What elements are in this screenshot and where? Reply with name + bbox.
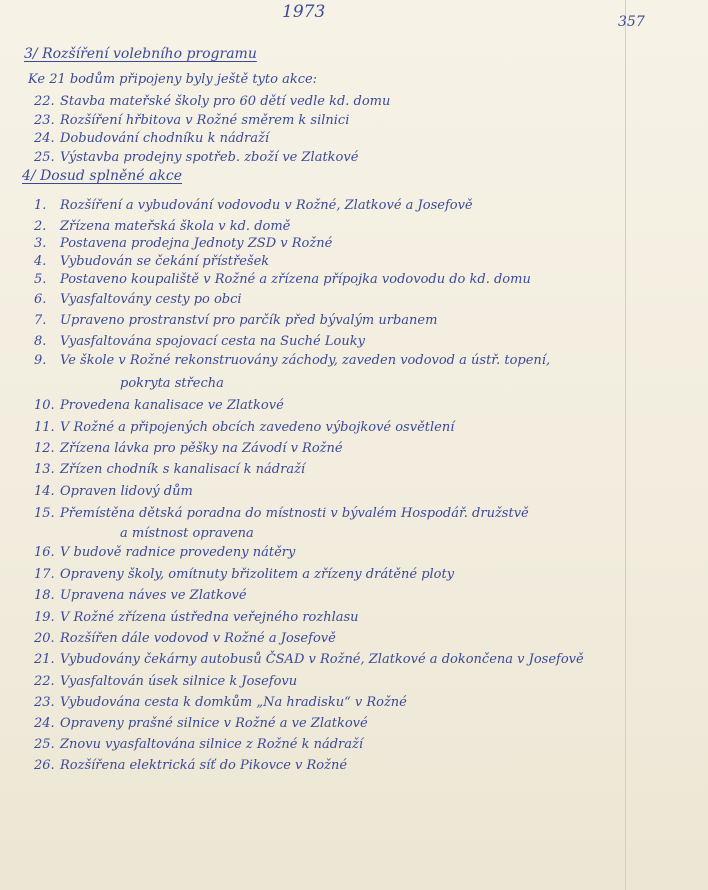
- section-3-item-number: 24.: [34, 131, 55, 146]
- section-3-line: [34, 94, 390, 110]
- section-4-line: [34, 652, 584, 668]
- section-4-item-number: 7.: [34, 313, 47, 328]
- section-4-line: [34, 545, 295, 561]
- section-4-line: [34, 398, 284, 414]
- section-4-item-number: 20.: [34, 631, 55, 646]
- section-4-item-text: Přemístěna dětská poradna do místnosti v bývalém Hospodář. družstvě: [60, 506, 529, 521]
- section-3-item-text: Rozšíření hřbitova v Rožné směrem k silnici: [60, 113, 350, 128]
- section-4-item-text: Vybudována cesta k domkům „Na hradisku“ v Rožné: [60, 695, 407, 710]
- section-4-item-text: Zřízen chodník s kanalisací k nádraží: [60, 462, 306, 477]
- section-4-item-text: a místnost opravena: [120, 526, 254, 541]
- section-4-line: [34, 695, 407, 711]
- section-4-line: [34, 758, 347, 774]
- section-4-line: [34, 292, 242, 308]
- section-4-line: [34, 484, 193, 500]
- section-4-line: [34, 198, 473, 214]
- section-4-line: [34, 272, 531, 288]
- section-4-item-text: Zřízena lávka pro pěšky na Závodí v Rožné: [60, 441, 343, 456]
- section-4-item-number: 15.: [34, 506, 55, 521]
- section-4-item-text: Vybudovány čekárny autobusů ČSAD v Rožné, Zlatkové a dokončena v Josefově: [60, 652, 584, 667]
- section-4-item-number: 19.: [34, 610, 55, 625]
- section-4-line: [34, 313, 437, 329]
- section-4-line: [34, 610, 359, 626]
- section-4-item-number: 6.: [34, 292, 47, 307]
- section-4-item-number: 10.: [34, 398, 55, 413]
- section-4-item-text: Postaveno koupaliště v Rožné a zřízena přípojka vodovodu do kd. domu: [60, 272, 531, 287]
- section-4-item-number: 4.: [34, 254, 47, 269]
- section-4-line: [34, 254, 269, 270]
- section-4-item-text: pokryta střecha: [120, 376, 224, 391]
- section-4-item-text: Rozšíření a vybudování vodovodu v Rožné, Zlatkové a Josefově: [60, 198, 473, 213]
- section-4-item-text: Vyasfaltován úsek silnice k Josefovu: [60, 674, 298, 689]
- section-4-item-number: 14.: [34, 484, 55, 499]
- section-4-item-number: 12.: [34, 441, 55, 456]
- section-4-line: [34, 674, 297, 690]
- section-3-line: [34, 113, 349, 129]
- section-4-item-text: Rozšířena elektrická síť do Pikovce v Rožné: [60, 758, 348, 773]
- section-4-line: [120, 526, 254, 542]
- margin-line: [625, 0, 626, 890]
- section-4-line: [34, 219, 290, 235]
- section-4-item-text: Upravena náves ve Zlatkové: [60, 588, 247, 603]
- page-number: 357: [618, 14, 645, 30]
- section-4-item-number: 5.: [34, 272, 47, 287]
- section-4-item-text: Upraveno prostranství pro parčík před bývalým urbanem: [60, 313, 438, 328]
- section-4-item-number: 13.: [34, 462, 55, 477]
- section-4-item-text: Opraveny školy, omítnuty břizolitem a zřízeny drátěné ploty: [60, 567, 455, 582]
- section-4-item-number: 16.: [34, 545, 55, 560]
- section-4-item-number: 25.: [34, 737, 55, 752]
- section-4-line: [34, 353, 550, 369]
- section-4-item-number: 18.: [34, 588, 55, 603]
- section-4-item-text: V Rožné zřízena ústředna veřejného rozhlasu: [60, 610, 359, 625]
- section-4-line: [34, 737, 363, 753]
- section-4-title: 4/ Dosud splněné akce: [22, 168, 182, 184]
- section-4-item-number: 26.: [34, 758, 55, 773]
- section-4-item-text: Vyasfaltovány cesty po obci: [60, 292, 242, 307]
- section-4-item-text: Provedena kanalisace ve Zlatkové: [60, 398, 284, 413]
- section-3-title: 3/ Rozšíření volebního programu: [24, 46, 257, 62]
- section-4-line: [34, 567, 454, 583]
- section-4-item-text: V budově radnice provedeny nátěry: [60, 545, 296, 560]
- section-4-item-number: 8.: [34, 334, 47, 349]
- section-4-item-number: 11.: [34, 420, 55, 435]
- year-heading: 1973: [282, 2, 326, 22]
- section-3-item-text: Stavba mateřské školy pro 60 dětí vedle kd. domu: [60, 94, 391, 109]
- section-4-item-number: 1.: [34, 198, 47, 213]
- section-4-item-number: 9.: [34, 353, 47, 368]
- section-4-item-text: V Rožné a připojených obcích zavedeno výbojkové osvětlení: [60, 420, 455, 435]
- section-4-line: [34, 236, 332, 252]
- section-4-item-text: Postavena prodejna Jednoty ZSD v Rožné: [60, 236, 333, 251]
- section-3-item-text: Dobudování chodníku k nádraží: [60, 131, 269, 146]
- section-4-item-text: Zřízena mateřská škola v kd. domě: [60, 219, 291, 234]
- section-4-line: [34, 631, 336, 647]
- section-4-item-text: Rozšířen dále vodovod v Rožné a Josefově: [60, 631, 336, 646]
- section-4-item-text: Opraven lidový dům: [60, 484, 193, 499]
- section-4-item-text: Vyasfaltována spojovací cesta na Suché Louky: [60, 334, 365, 349]
- section-3-item-number: 23.: [34, 113, 55, 128]
- section-4-line: [34, 441, 343, 457]
- section-4-item-number: 24.: [34, 716, 55, 731]
- section-4-item-number: 21.: [34, 652, 55, 667]
- section-4-item-number: 2.: [34, 219, 47, 234]
- section-4-item-number: 23.: [34, 695, 55, 710]
- section-4-item-text: Vybudován se čekání přístřešek: [60, 254, 270, 269]
- section-4-item-text: Opraveny prašné silnice v Rožné a ve Zlatkové: [60, 716, 368, 731]
- section-4-line: [34, 334, 365, 350]
- section-4-item-text: Ve škole v Rožné rekonstruovány záchody, zaveden vodovod a ústř. topení,: [60, 353, 551, 368]
- section-4-line: [34, 420, 454, 436]
- section-3-line: [28, 72, 317, 88]
- section-4-item-number: 17.: [34, 567, 55, 582]
- section-3-item-number: 22.: [34, 94, 55, 109]
- section-3-line: [34, 131, 269, 147]
- section-3-item-number: 25.: [34, 150, 55, 165]
- section-4-line: [34, 588, 247, 604]
- section-3-item-text: Výstavba prodejny spotřeb. zboží ve Zlatkové: [60, 150, 359, 165]
- section-4-line: [34, 462, 305, 478]
- section-4-item-number: 22.: [34, 674, 55, 689]
- section-3-line: [34, 150, 358, 166]
- section-4-line: [120, 376, 224, 392]
- section-4-item-number: 3.: [34, 236, 47, 251]
- section-3-item-text: Ke 21 bodům připojeny byly ještě tyto akce:: [28, 72, 318, 87]
- section-4-line: [34, 716, 368, 732]
- section-4-item-text: Znovu vyasfaltována silnice z Rožné k nádraží: [60, 737, 364, 752]
- section-4-line: [34, 506, 529, 522]
